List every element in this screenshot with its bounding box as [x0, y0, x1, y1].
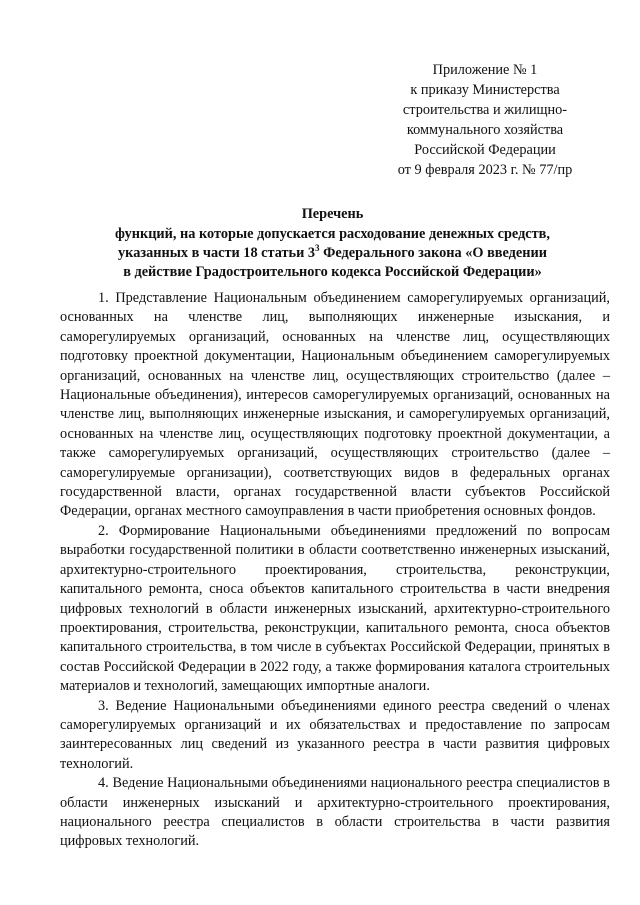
appendix-line: Российской Федерации: [414, 142, 556, 158]
list-item: 3. Ведение Национальными объединениями единого реестра сведений о членах саморегулируемых организаций и их обязательствах и предоставление по запросам заинтересованных лиц сведений из указанного реестра в части развития цифровых технологий.: [60, 697, 610, 772]
appendix-line: Приложение № 1: [432, 62, 538, 78]
list-item: 4. Ведение Национальными объединениями национального реестра специалистов в области инженерных изысканий и архитектурно-строительного проектирования, национального реестра специалистов в области строительства в части развития цифровых технологий.: [60, 775, 610, 850]
document-body: [60, 289, 610, 852]
title-line: в действие Градостроительного кодекса Российской Федерации»: [123, 264, 542, 280]
title-line: функций, на которые допускается расходование денежных средств,: [115, 226, 550, 242]
list-item: 1. Представление Национальным объединением саморегулируемых организаций, основанных на членстве лиц, выполняющих инженерные изыскания, и саморегулируемых организаций, основанных на членстве лиц, осуществляющих подготовку проектной документации, Национальным объединением саморегулируемых организаций, основанных на членстве лиц, осуществляющих строительство (далее – Национальные объединения), интересов саморегулируемых организаций, основанных на членстве лиц, выполняющих инженерные изыскания, и саморегулируемых организаций, основанных на членстве лиц, осуществляющих подготовку проектной документации, а также саморегулируемых организаций, осуществляющих строительство (далее – саморегулируемые организации), соответствующих видов в федеральных органах государственной власти, органах государственной власти субъектов Российской Федерации, органах местного самоуправления в части приобретения основных фондов.: [60, 290, 610, 520]
document-title: [60, 205, 605, 282]
title-line-part: Федерального закона «О введении: [319, 245, 547, 261]
title-superscript: 3: [315, 243, 320, 254]
title-line-part: указанных в части 18 статьи 3: [118, 245, 316, 261]
title-line: [60, 244, 605, 263]
appendix-line: от 9 февраля 2023 г. № 77/пр: [397, 162, 573, 178]
list-item: 2. Формирование Национальными объединениями предложений по вопросам выработки государственной политики в области соответственно инженерных изысканий, архитектурно-строительного проектирования, строительства, реконструкции, капитального ремонта, сноса объектов капитального строительства в части внедрения цифровых технологий в области инженерных изысканий, архитектурно-строительного проектирования, строительства, реконструкции, капитального ремонта, сноса объектов капитального строительства, в том числе в субъектах Российской Федерации, принятых в состав Российской Федерации в 2022 году, а также формирования каталога строительных материалов и технологий, замещающих импортные аналоги.: [60, 522, 610, 695]
appendix-line: строительства и жилищно-: [402, 102, 568, 118]
appendix-block: [370, 60, 600, 180]
title-heading: Перечень: [301, 206, 364, 222]
appendix-line: к приказу Министерства: [410, 82, 560, 98]
appendix-line: коммунального хозяйства: [406, 122, 564, 138]
